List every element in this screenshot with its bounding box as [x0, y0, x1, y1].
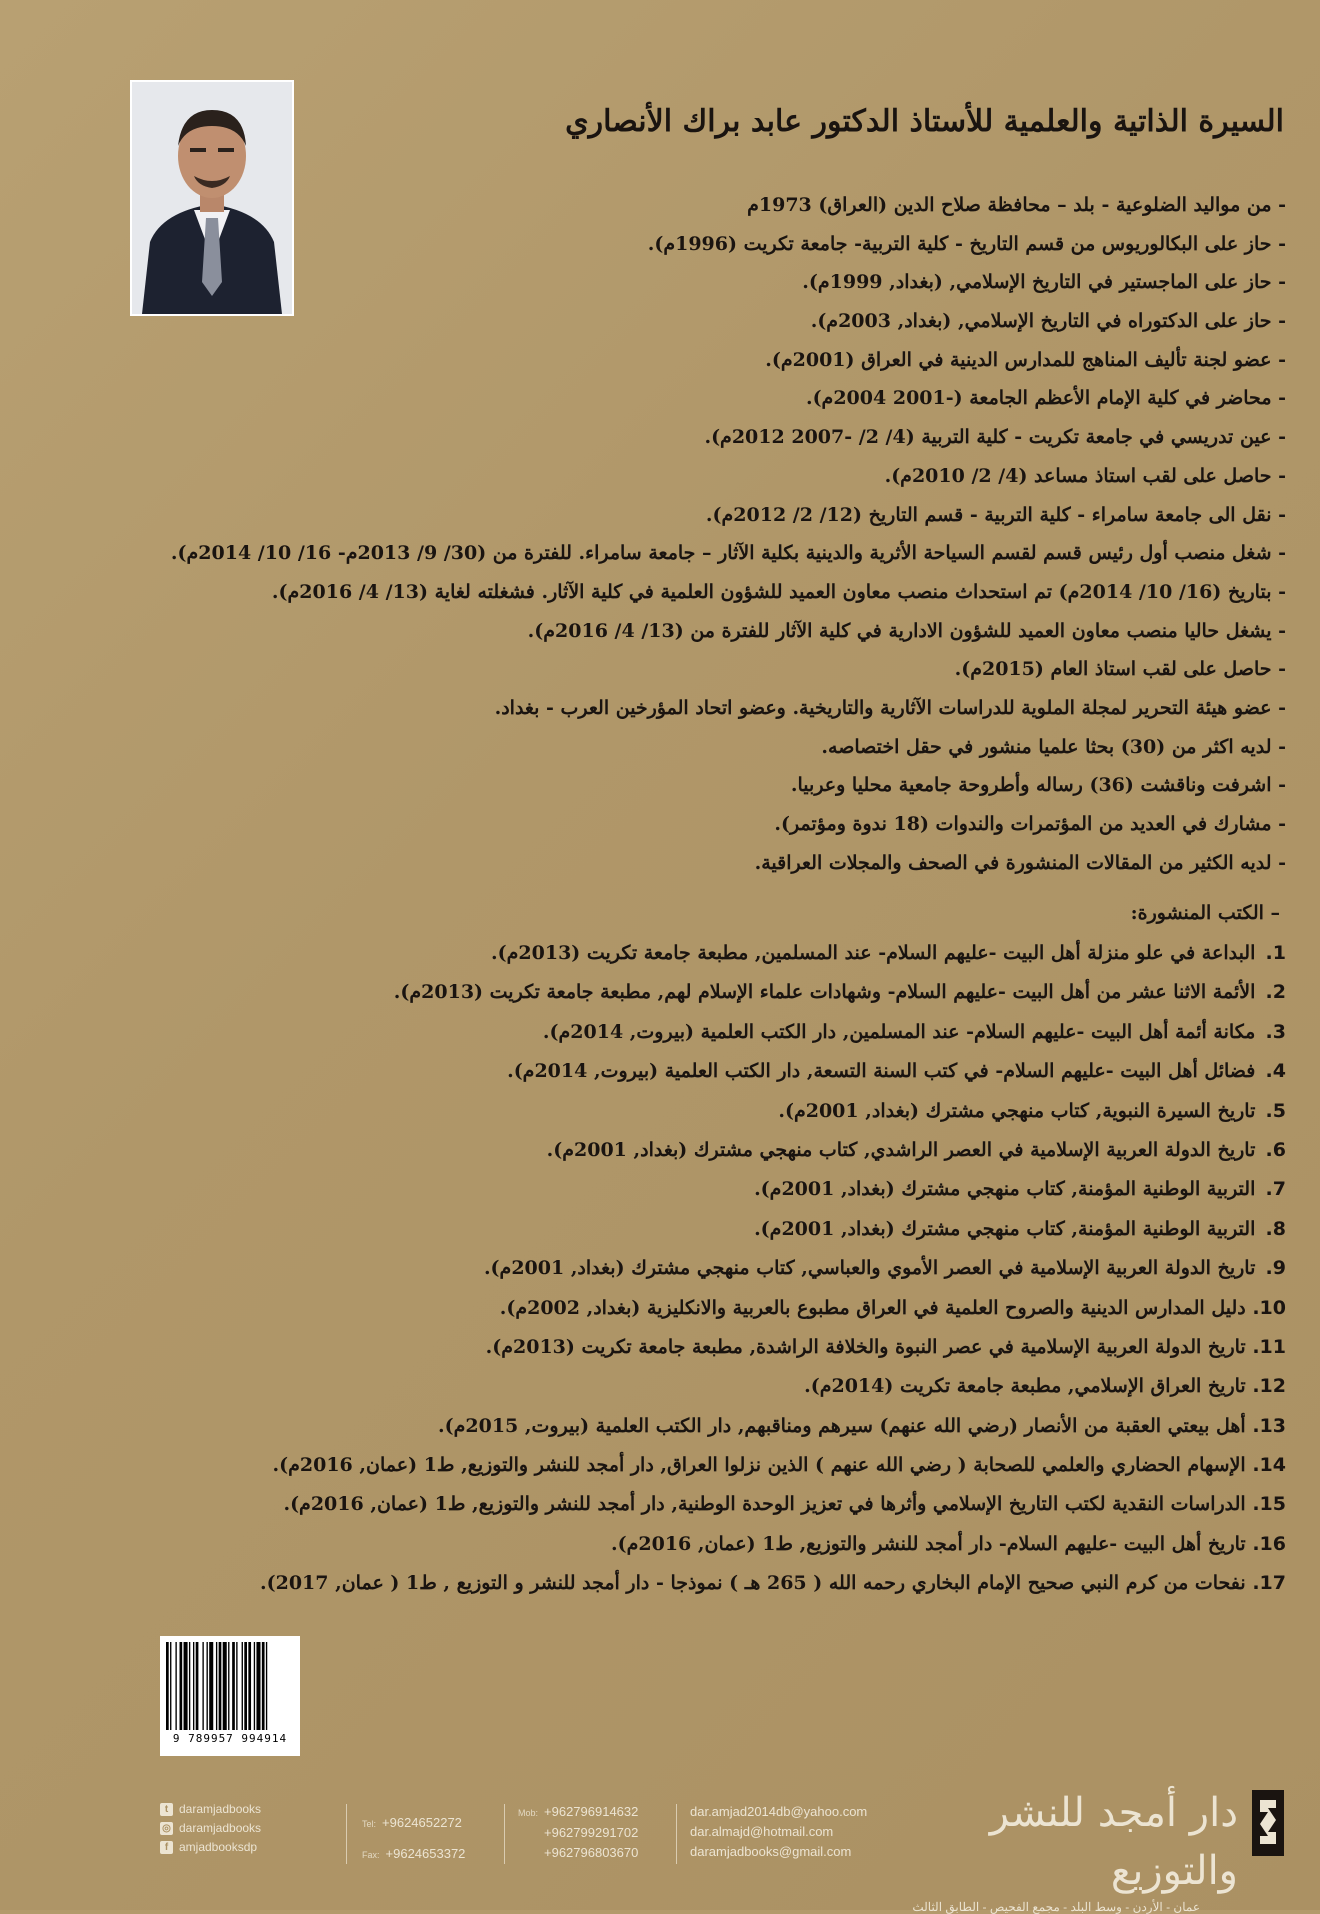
social-handle: daramjadbooks: [179, 1802, 262, 1816]
divider: [676, 1804, 677, 1864]
barcode-bar: [184, 1642, 188, 1730]
book-title: التربية الوطنية المؤمنة, كتاب منهجي مشترك (بغداد, 2001م).: [754, 1217, 1256, 1240]
bio-item: - لديه اكثر من (30) بحثا علميا منشور في حقل اختصاصه.: [821, 735, 1286, 758]
book-number: 14.: [1252, 1454, 1286, 1477]
barcode-bar: [180, 1642, 183, 1730]
book-item: [26, 1210, 1286, 1249]
barcode-icon: [166, 1642, 294, 1730]
barcode-bar: [196, 1642, 199, 1730]
barcode-bar: [189, 1642, 190, 1730]
instagram-icon: ◎: [160, 1822, 173, 1835]
barcode-bar: [209, 1642, 213, 1730]
book-number: 5.: [1265, 1099, 1286, 1122]
book-title: تاريخ العراق الإسلامي, مطبعة جامعة تكريت (2014م).: [804, 1375, 1246, 1398]
publisher-logo: [870, 1784, 1290, 1914]
book-number: 17.: [1252, 1572, 1286, 1595]
barcode-bar: [216, 1642, 217, 1730]
book-title: تاريخ أهل البيت -عليهم السلام- دار أمجد للنشر والتوزيع, ط1 (عمان, 2016م).: [611, 1532, 1246, 1555]
book-title: التربية الوطنية المؤمنة, كتاب منهجي مشترك (بغداد, 2001م).: [754, 1178, 1256, 1201]
book-title: فضائل أهل البيت -عليهم السلام- في كتب السنة التسعة, دار الكتب العلمية (بيروت, 2014م).: [507, 1060, 1256, 1083]
barcode-bar: [228, 1642, 229, 1730]
bio-item: - عضو هيئة التحرير لمجلة الملوية للدراسات الآثارية والتاريخية. وعضو اتحاد المؤرخين العرب - بغداد.: [494, 696, 1286, 719]
bio-item: - مشارك في العديد من المؤتمرات والندوات (18 ندوة ومؤتمر).: [774, 813, 1286, 835]
tel-number: +9624652272: [382, 1815, 462, 1830]
page-title: السيرة الذاتية والعلمية للأستاذ الدكتور عابد براك الأنصاري: [565, 104, 1284, 139]
barcode-bar: [254, 1642, 255, 1730]
book-number: 10.: [1252, 1296, 1286, 1319]
book-number: 2.: [1265, 981, 1286, 1004]
bio-item: - من مواليد الضلوعية - بلد – محافظة صلاح الدين (العراق) 1973م: [747, 194, 1286, 216]
book-number: 4.: [1265, 1060, 1286, 1083]
book-item: [26, 1485, 1286, 1524]
bio-item: - حاصل على لقب استاذ مساعد (4/ 2/ 2010م).: [884, 464, 1286, 487]
book-number: 15.: [1252, 1493, 1286, 1516]
book-item: [26, 973, 1286, 1012]
book-title: مكانة أئمة أهل البيت -عليهم السلام- عند المسلمين, دار الكتب العلمية (بيروت, 2014م).: [542, 1020, 1256, 1043]
book-number: 9.: [1265, 1257, 1286, 1280]
book-item: [26, 1525, 1286, 1564]
book-number: 1.: [1265, 942, 1286, 964]
social-row-facebook[interactable]: [160, 1838, 261, 1857]
bio-item: - عين تدريسي في جامعة تكريت - كلية التربية (4/ 2/ -2007 2012م).: [704, 426, 1286, 449]
book-item: [26, 1092, 1286, 1131]
book-item: [26, 1052, 1286, 1091]
bio-item: - حاز على البكالوريوس من قسم التاريخ - كلية التربية- جامعة تكريت (1996م).: [647, 232, 1286, 255]
email-link[interactable]: dar.amjad2014db@yahoo.com: [690, 1804, 868, 1819]
book-title: الأئمة الاثنا عشر من أهل البيت -عليهم السلام- وشهادات علماء الإسلام لهم, مطبعة جامعة تكريت (2013م).: [393, 981, 1256, 1004]
book-number: 16.: [1252, 1532, 1286, 1555]
barcode-bar: [193, 1642, 194, 1730]
book-number: 8.: [1265, 1217, 1286, 1240]
book-item: [26, 1407, 1286, 1446]
mobile-numbers: [518, 1802, 638, 1863]
barcode-digits: 9 789957 994914: [172, 1732, 288, 1745]
book-title: الإسهام الحضاري والعلمي للصحابة ( رضي الله عنهم ) الذين نزلوا العراق, دار أمجد للنشر والتوزيع, ط1 (عمان, 2016م).: [272, 1454, 1246, 1477]
book-title: نفحات من كرم النبي صحيح الإمام البخاري رحمه الله ( 265 هـ ) نموذجا - دار أمجد للنشر و التوزيع , ط1 ( عمان, 2017).: [260, 1572, 1246, 1595]
divider: [504, 1804, 505, 1864]
barcode-bar: [202, 1642, 203, 1730]
bio-item: - حاز على الماجستير في التاريخ الإسلامي, (بغداد, 1999م).: [802, 271, 1286, 294]
barcode-bar: [266, 1642, 267, 1730]
book-item: [26, 1328, 1286, 1367]
bio-item: - محاضر في كلية الإمام الأعظم الجامعة (-2001 2004م).: [805, 387, 1286, 410]
isbn-barcode: [160, 1636, 300, 1756]
books-list: [26, 934, 1286, 1604]
social-row-twitter[interactable]: [160, 1800, 261, 1819]
barcode-bar: [248, 1642, 251, 1730]
book-title: دليل المدارس الدينية والصروح العلمية في العراق مطبوع بالعربية والانكليزية (بغداد, 2002م).: [499, 1296, 1246, 1319]
twitter-icon: t: [160, 1803, 173, 1816]
publisher-footer: [150, 1790, 1290, 1914]
book-item: [26, 1367, 1286, 1406]
email-link[interactable]: dar.almajd@hotmail.com: [690, 1824, 834, 1839]
mobile-number: +962796914632: [544, 1804, 639, 1819]
social-row-instagram[interactable]: [160, 1819, 261, 1838]
book-number: 11.: [1252, 1335, 1286, 1358]
book-number: 13.: [1252, 1414, 1286, 1437]
book-title: البداعة في علو منزلة أهل البيت -عليهم السلام- عند المسلمين, مطبعة جامعة تكريت (2013م).: [491, 942, 1256, 964]
book-title: الدراسات النقدية لكتب التاريخ الإسلامي وأثرها في تعزيز الوحدة الوطنية, دار أمجد للنشر والتوزيع, ط1 (عمان, 2016م).: [283, 1493, 1246, 1516]
publisher-name: دار أمجد للنشر والتوزيع: [989, 1790, 1238, 1894]
facebook-icon: f: [160, 1841, 173, 1854]
email-addresses: [690, 1802, 867, 1862]
bio-item: - عضو لجنة تأليف المناهج للمدارس الدينية في العراق (2001م).: [765, 348, 1286, 371]
book-title: تاريخ السيرة النبوية, كتاب منهجي مشترك (بغداد, 2001م).: [778, 1099, 1256, 1122]
book-number: 7.: [1265, 1178, 1286, 1201]
book-item: [26, 1131, 1286, 1170]
barcode-bar: [219, 1642, 222, 1730]
publisher-mark-icon: [1246, 1786, 1290, 1860]
book-number: 6.: [1265, 1138, 1286, 1161]
book-item: [26, 1170, 1286, 1209]
barcode-bar: [175, 1642, 176, 1730]
barcode-bar: [170, 1642, 171, 1730]
bio-item: - اشرفت وناقشت (36) رساله وأطروحة جامعية محليا وعربيا.: [790, 774, 1286, 797]
barcode-bar: [223, 1642, 227, 1730]
fax-label: Fax:: [362, 1850, 380, 1860]
bio-item: - حاصل على لقب استاذ العام (2015م).: [954, 658, 1286, 681]
barcode-bar: [256, 1642, 260, 1730]
book-number: 3.: [1265, 1020, 1286, 1043]
barcode-bar: [244, 1642, 247, 1730]
book-item: [26, 1249, 1286, 1288]
bio-item: - يشغل حاليا منصب معاون العميد للشؤون الادارية في كلية الآثار للفترة من (13/ 4/ 2016م).: [527, 619, 1286, 642]
book-item: [26, 1013, 1286, 1052]
email-link[interactable]: daramjadbooks@gmail.com: [690, 1844, 852, 1859]
divider: [346, 1804, 347, 1864]
bio-item: - شغل منصب أول رئيس قسم لقسم السياحة الأثرية والدينية بكلية الآثار – جامعة سامراء. للفترة من (30/ 9/ 2013م- 16/ 10/ 2014م).: [170, 542, 1286, 565]
social-handle: amjadbooksdp: [179, 1840, 258, 1854]
books-heading: – الكتب المنشورة:: [1130, 902, 1280, 924]
barcode-bar: [166, 1642, 169, 1730]
mobile-number: +962799291702: [544, 1825, 639, 1840]
book-item: [26, 934, 1286, 973]
bio-item: - نقل الى جامعة سامراء - كلية التربية - قسم التاريخ (12/ 2/ 2012م).: [705, 503, 1286, 526]
book-item: [26, 1446, 1286, 1485]
phone-numbers: [362, 1808, 465, 1870]
barcode-bar: [207, 1642, 208, 1730]
book-item: [26, 1564, 1286, 1603]
social-handle: daramjadbooks: [179, 1821, 262, 1835]
fax-number: +9624653372: [385, 1846, 466, 1861]
book-title: تاريخ الدولة العربية الإسلامية في العصر الراشدي, كتاب منهجي مشترك (بغداد, 2001م).: [546, 1138, 1256, 1161]
book-title: تاريخ الدولة العربية الإسلامية في العصر الأموي والعباسي, كتاب منهجي مشترك (بغداد, 2001م).: [483, 1257, 1256, 1280]
bio-item: - لديه الكثير من المقالات المنشورة في الصحف والمجلات العراقية.: [754, 851, 1286, 874]
bio-item: - حاز على الدكتوراه في التاريخ الإسلامي, (بغداد, 2003م).: [810, 310, 1286, 333]
tel-label: Tel:: [362, 1819, 377, 1829]
bio-item: - بتاريخ (16/ 10/ 2014م) تم استحداث منصب معاون العميد للشؤون العلمية في كلية الآثار. فشغلته لغاية (13/ 4/ 2016م).: [271, 580, 1286, 603]
barcode-bar: [242, 1642, 243, 1730]
barcode-bar: [236, 1642, 237, 1730]
bio-list: [106, 186, 1286, 882]
barcode-bar: [262, 1642, 265, 1730]
book-item: [26, 1289, 1286, 1328]
social-links: [160, 1800, 261, 1857]
publisher-address: عمان - الأردن - وسط البلد - مجمع الفحيص - الطابق الثالث: [912, 1900, 1200, 1914]
mob-label: Mob:: [518, 1808, 539, 1818]
mobile-number: +962796803670: [544, 1845, 639, 1860]
barcode-bar: [232, 1642, 235, 1730]
book-title: أهل بيعتي العقبة من الأنصار (رضي الله عنهم) سيرهم ومناقبهم, دار الكتب العلمية (بيروت, 2015م).: [438, 1414, 1246, 1437]
book-title: تاريخ الدولة العربية الإسلامية في عصر النبوة والخلافة الراشدة, مطبعة جامعة تكريت (2013م).: [485, 1335, 1246, 1358]
book-number: 12.: [1252, 1375, 1286, 1398]
